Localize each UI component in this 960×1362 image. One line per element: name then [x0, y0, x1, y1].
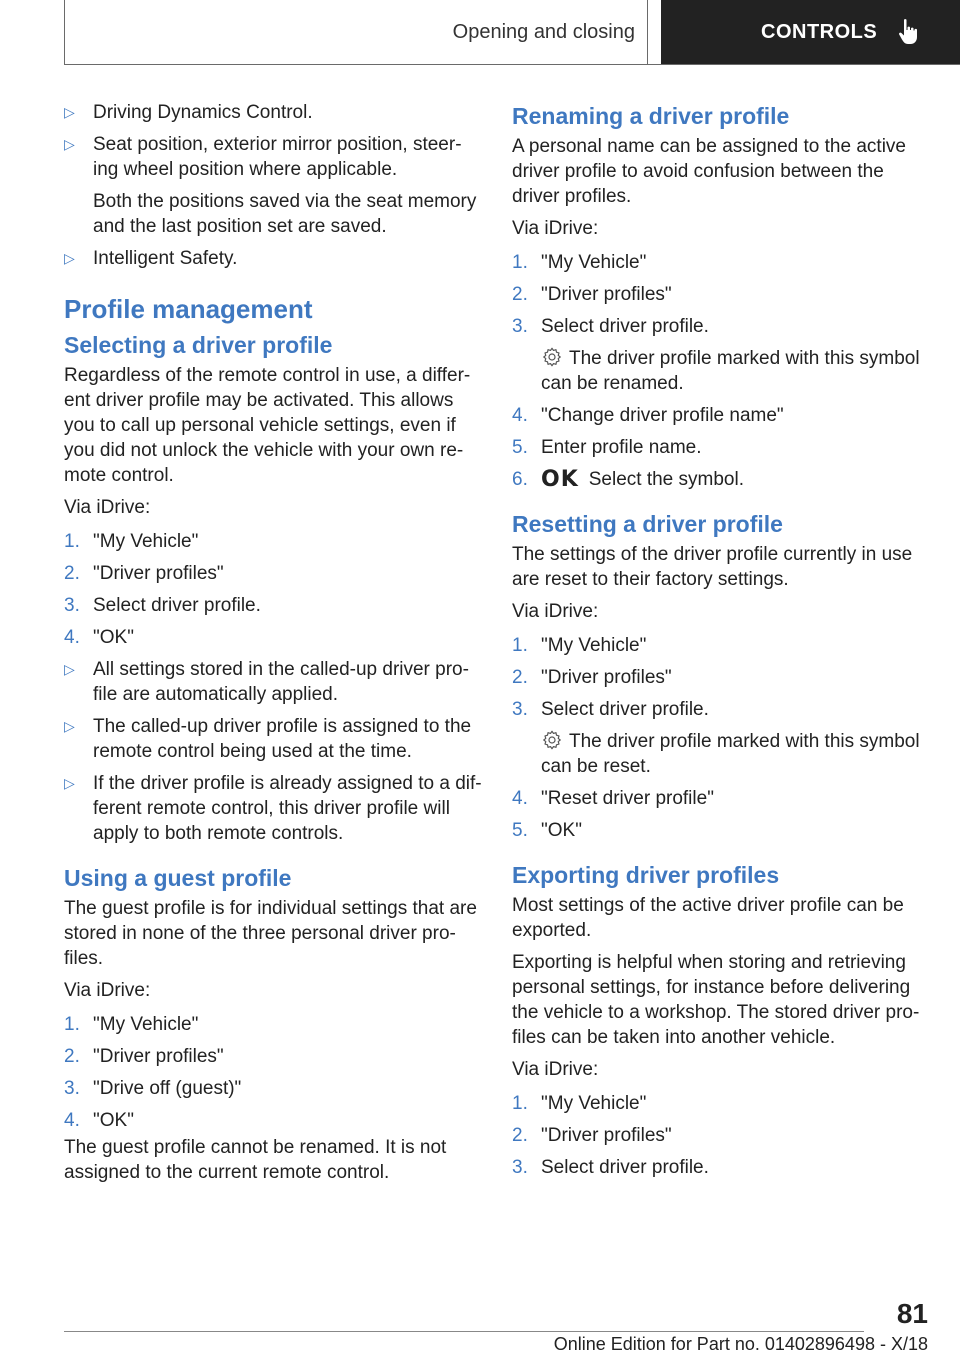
list-item: 3. Select driver profile. The driver profile marked with this symbol can be reset.	[512, 697, 932, 779]
list-item: ▷ All settings stored in the called-up driver pro-file are automatically applied.	[64, 659, 469, 705]
list-item: 1. "My Vehicle"	[512, 1093, 647, 1114]
steps-list	[512, 250, 932, 492]
section-title: Opening and closing	[452, 20, 635, 43]
body-text: The guest profile is for individual settings that are stored in none of the three personal driver pro-files.	[64, 898, 477, 969]
pointing-hand-icon	[897, 18, 921, 46]
page-number: 81	[896, 1298, 928, 1329]
section-heading-guest: Using a guest profile	[64, 865, 292, 891]
body-text: Exporting is helpful when storing and retrieving personal settings, for instance before delivering the vehicle to a workshop. The stored driver pro-files can be taken into another vehicle.	[512, 952, 920, 1048]
bullet-marker: ▷	[64, 136, 75, 152]
bullet-marker: ▷	[64, 104, 75, 120]
list-item: 2. "Driver profiles"	[512, 667, 672, 688]
right-column	[512, 100, 932, 1187]
list-item-note: The driver profile marked with this symbol can be renamed.	[541, 348, 920, 394]
via-label: Via iDrive:	[512, 601, 599, 622]
section-tab	[64, 0, 648, 64]
list-item: 3. Select driver profile.	[64, 595, 261, 616]
list-item: 2. "Driver profiles"	[512, 1125, 672, 1146]
list-item: 5. "OK"	[512, 820, 582, 841]
list-item: ▷ Driving Dynamics Control.	[64, 102, 313, 123]
list-item: ▷ Seat position, exterior mirror position, steer-ing wheel position where applicable. Both the positions saved via the seat memory and the last position set are saved.	[64, 132, 482, 239]
list-item: 2. "Driver profiles"	[512, 284, 672, 305]
header-rule	[64, 64, 960, 65]
steps-list	[512, 1091, 932, 1180]
bullet-marker: ▷	[64, 250, 75, 266]
list-item: 3. Select driver profile.	[512, 1157, 709, 1178]
gear-icon	[541, 729, 563, 751]
list-item-note: The driver profile marked with this symbol can be reset.	[541, 731, 920, 777]
list-item: 2. "Driver profiles"	[64, 563, 224, 584]
via-label: Via iDrive:	[64, 497, 151, 518]
body-text: The settings of the driver profile currently in use are reset to their factory settings.	[512, 544, 913, 590]
list-item: 4. "OK"	[64, 1110, 134, 1131]
section-heading-renaming: Renaming a driver profile	[512, 103, 790, 129]
list-item: 4. "OK"	[64, 627, 134, 648]
left-column	[64, 100, 482, 1192]
list-item: 1. "My Vehicle"	[512, 635, 647, 656]
list-item: 3. "Drive off (guest)"	[64, 1078, 242, 1099]
result-list	[64, 657, 482, 846]
body-text: Most settings of the active driver profile can be exported.	[512, 895, 904, 941]
list-item: 4. "Change driver profile name"	[512, 405, 784, 426]
list-item: 1. "My Vehicle"	[64, 531, 199, 552]
steps-list	[512, 633, 932, 843]
list-item: 1. "My Vehicle"	[512, 252, 647, 273]
via-label: Via iDrive:	[512, 1059, 599, 1080]
section-heading-resetting: Resetting a driver profile	[512, 511, 783, 537]
list-item-note: Both the positions saved via the seat memory and the last position set are saved.	[93, 191, 477, 237]
footer-rule	[64, 1331, 864, 1332]
list-item: ▷ The called-up driver profile is assigned to the remote control being used at the time.	[64, 716, 472, 762]
steps-list	[64, 529, 482, 650]
chapter-title: CONTROLS	[761, 20, 878, 43]
via-label: Via iDrive:	[64, 980, 151, 1001]
body-text: A personal name can be assigned to the active driver profile to avoid confusion between the driver profiles.	[512, 136, 906, 207]
steps-list	[64, 1012, 482, 1133]
list-item: 5. Enter profile name.	[512, 437, 702, 458]
list-item: 1. "My Vehicle"	[64, 1014, 199, 1035]
body-text: The guest profile cannot be renamed. It is not assigned to the current remote control.	[64, 1137, 447, 1183]
list-item: 3. Select driver profile. The driver profile marked with this symbol can be renamed.	[512, 314, 932, 396]
list-item: 2. "Driver profiles"	[64, 1046, 224, 1067]
footer-edition: Online Edition for Part no. 01402896498 - X/18	[553, 1334, 928, 1354]
page-title: Profile management	[64, 294, 313, 324]
section-heading-exporting: Exporting driver profiles	[512, 862, 780, 888]
gear-icon	[541, 346, 563, 368]
body-text: Regardless of the remote control in use, a differ-ent driver profile may be activated. This allows you to call up personal vehicle settings, even if you did not unlock the vehicle with your own re-mote control.	[64, 365, 471, 486]
list-item: ▷ Intelligent Safety.	[64, 248, 238, 269]
list-item: 4. "Reset driver profile"	[512, 788, 714, 809]
list-item: ▷ If the driver profile is already assigned to a dif-ferent remote control, this driver profile will apply to both remote controls.	[64, 773, 482, 844]
section-heading-selecting: Selecting a driver profile	[64, 332, 333, 358]
feature-list	[64, 100, 482, 271]
chapter-tab	[661, 0, 960, 64]
ok-symbol-icon: OK	[541, 467, 579, 492]
list-item: 6. OK Select the symbol.	[512, 467, 744, 492]
via-label: Via iDrive:	[512, 218, 599, 239]
